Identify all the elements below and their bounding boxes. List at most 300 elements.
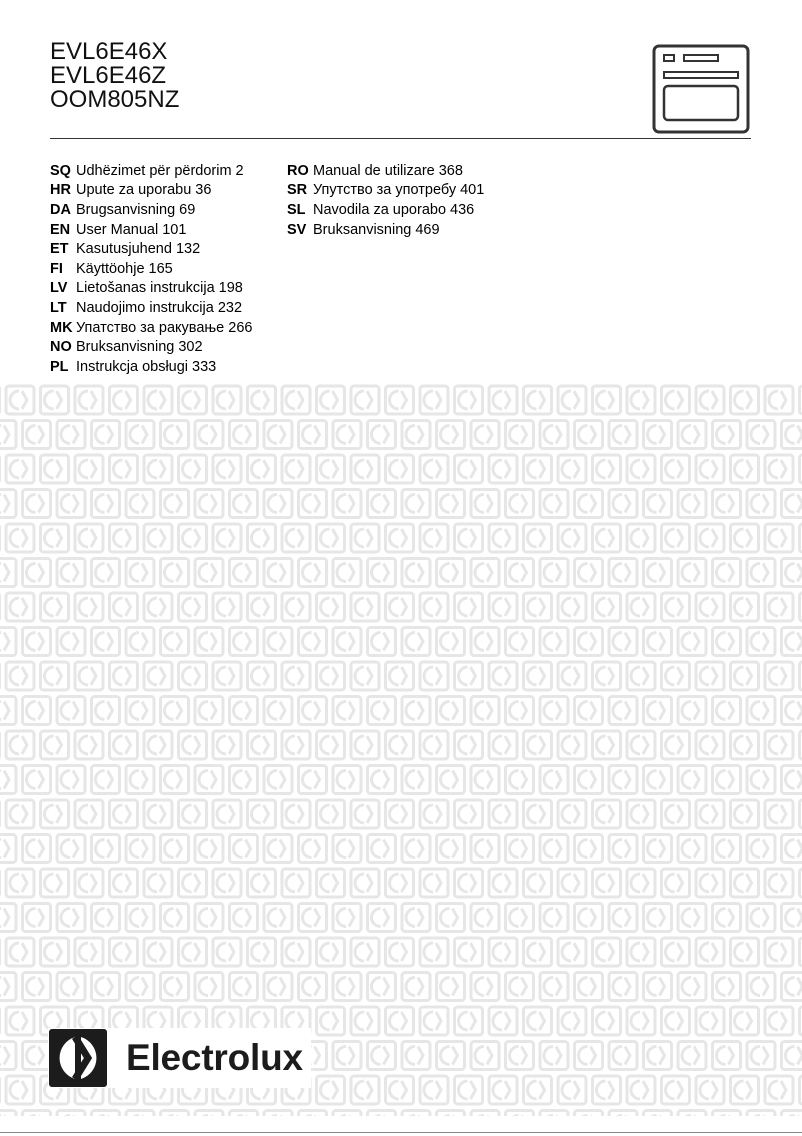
pattern-logo-tile xyxy=(558,938,586,966)
pattern-logo-tile xyxy=(57,421,85,449)
language-entry xyxy=(50,239,252,259)
pattern-logo-tile xyxy=(455,386,483,414)
pattern-logo-tile xyxy=(92,835,120,863)
pattern-logo-tile xyxy=(41,455,69,483)
pattern-logo-tile xyxy=(609,628,637,656)
pattern-logo-tile xyxy=(386,662,414,690)
pattern-logo-tile xyxy=(23,1111,51,1117)
pattern-logo-tile xyxy=(179,524,207,552)
page-number: 368 xyxy=(438,162,463,179)
pattern-logo-tile xyxy=(524,869,552,897)
pattern-logo-tile xyxy=(609,904,637,932)
pattern-logo-tile xyxy=(678,490,706,518)
pattern-logo-tile xyxy=(575,973,603,1001)
pattern-logo-tile xyxy=(644,421,672,449)
pattern-logo-tile xyxy=(455,662,483,690)
pattern-logo-tile xyxy=(678,766,706,794)
pattern-logo-tile xyxy=(23,1042,51,1070)
pattern-logo-tile xyxy=(420,386,448,414)
pattern-logo-tile xyxy=(126,490,154,518)
page-number: 401 xyxy=(460,182,485,199)
pattern-logo-tile xyxy=(57,559,85,587)
pattern-logo-tile xyxy=(75,731,103,759)
pattern-logo-tile xyxy=(593,800,621,828)
pattern-logo-tile xyxy=(248,386,276,414)
pattern-logo-tile xyxy=(0,559,16,587)
pattern-logo-tile xyxy=(299,1111,327,1117)
pattern-logo-tile xyxy=(92,490,120,518)
pattern-logo-tile xyxy=(317,524,345,552)
pattern-logo-tile xyxy=(747,1111,775,1117)
pattern-logo-tile xyxy=(144,455,172,483)
pattern-logo-tile xyxy=(765,938,793,966)
pattern-logo-tile xyxy=(644,973,672,1001)
pattern-logo-tile xyxy=(524,386,552,414)
pattern-logo-tile xyxy=(782,973,802,1001)
pattern-logo-tile xyxy=(782,490,802,518)
pattern-logo-tile xyxy=(386,938,414,966)
pattern-logo-tile xyxy=(248,593,276,621)
pattern-logo-tile xyxy=(41,731,69,759)
pattern-logo-tile xyxy=(402,559,430,587)
pattern-logo-tile xyxy=(696,1076,724,1104)
pattern-logo-tile xyxy=(299,628,327,656)
pattern-logo-tile xyxy=(696,869,724,897)
pattern-logo-tile xyxy=(299,904,327,932)
model-list xyxy=(50,40,179,112)
pattern-logo-tile xyxy=(6,386,34,414)
pattern-logo-tile xyxy=(57,766,85,794)
pattern-logo-tile xyxy=(455,593,483,621)
pattern-logo-tile xyxy=(471,1042,499,1070)
pattern-logo-tile xyxy=(782,559,802,587)
pattern-logo-tile xyxy=(593,593,621,621)
pattern-logo-tile xyxy=(524,524,552,552)
pattern-logo-tile xyxy=(333,421,361,449)
pattern-logo-tile xyxy=(420,593,448,621)
pattern-logo-tile xyxy=(662,524,690,552)
pattern-logo-tile xyxy=(437,904,465,932)
pattern-logo-tile xyxy=(75,869,103,897)
pattern-logo-tile xyxy=(195,421,223,449)
pattern-logo-tile xyxy=(282,593,310,621)
pattern-logo-tile xyxy=(126,559,154,587)
pattern-logo-tile xyxy=(386,593,414,621)
pattern-logo-tile xyxy=(713,1111,741,1117)
pattern-logo-tile xyxy=(662,593,690,621)
pattern-logo-tile xyxy=(713,421,741,449)
pattern-logo-tile xyxy=(696,524,724,552)
pattern-logo-tile xyxy=(282,524,310,552)
pattern-logo-tile xyxy=(558,386,586,414)
pattern-logo-tile xyxy=(368,490,396,518)
language-code: MK xyxy=(50,319,73,336)
pattern-logo-tile xyxy=(195,835,223,863)
pattern-logo-tile xyxy=(747,421,775,449)
pattern-logo-tile xyxy=(747,973,775,1001)
language-code: DA xyxy=(50,201,71,218)
pattern-logo-tile xyxy=(110,800,138,828)
pattern-logo-tile xyxy=(92,697,120,725)
pattern-logo-tile xyxy=(386,1007,414,1035)
pattern-logo-tile xyxy=(92,973,120,1001)
pattern-logo-tile xyxy=(179,662,207,690)
pattern-logo-tile xyxy=(368,1042,396,1070)
pattern-logo-tile xyxy=(678,421,706,449)
pattern-logo-tile xyxy=(731,938,759,966)
pattern-logo-tile xyxy=(524,938,552,966)
pattern-logo-tile xyxy=(455,938,483,966)
pattern-logo-tile xyxy=(575,421,603,449)
pattern-logo-tile xyxy=(195,697,223,725)
language-entry xyxy=(287,161,484,181)
pattern-logo-tile xyxy=(126,973,154,1001)
pattern-logo-tile xyxy=(524,455,552,483)
pattern-logo-tile xyxy=(437,1042,465,1070)
pattern-logo-tile xyxy=(540,490,568,518)
pattern-logo-tile xyxy=(662,1076,690,1104)
pattern-logo-tile xyxy=(609,766,637,794)
pattern-logo-tile xyxy=(6,524,34,552)
pattern-logo-tile xyxy=(437,1111,465,1117)
pattern-logo-tile xyxy=(299,697,327,725)
model-number: EVL6E46X xyxy=(50,38,168,65)
pattern-logo-tile xyxy=(126,835,154,863)
page-number: 165 xyxy=(148,260,173,277)
pattern-logo-tile xyxy=(593,869,621,897)
pattern-logo-tile xyxy=(57,628,85,656)
pattern-logo-tile xyxy=(593,386,621,414)
pattern-logo-tile xyxy=(333,973,361,1001)
pattern-logo-tile xyxy=(402,1042,430,1070)
manual-title: Käyttöohje xyxy=(76,260,145,277)
language-code: HR xyxy=(50,182,71,199)
pattern-logo-tile xyxy=(23,628,51,656)
pattern-logo-tile xyxy=(57,904,85,932)
pattern-logo-tile xyxy=(782,1042,802,1070)
pattern-logo-tile xyxy=(6,1076,34,1104)
pattern-logo-tile xyxy=(437,835,465,863)
pattern-logo-tile xyxy=(540,421,568,449)
pattern-logo-tile xyxy=(179,869,207,897)
language-code: RO xyxy=(287,162,309,179)
pattern-logo-tile xyxy=(161,490,189,518)
pattern-logo-tile xyxy=(92,421,120,449)
pattern-logo-tile xyxy=(575,1042,603,1070)
pattern-logo-tile xyxy=(765,869,793,897)
pattern-logo-tile xyxy=(678,628,706,656)
pattern-logo-tile xyxy=(782,697,802,725)
pattern-logo-tile xyxy=(524,593,552,621)
pattern-logo-tile xyxy=(489,662,517,690)
pattern-logo-tile xyxy=(264,628,292,656)
pattern-logo-tile xyxy=(437,559,465,587)
pattern-logo-tile xyxy=(731,1007,759,1035)
language-code: SL xyxy=(287,201,306,218)
pattern-logo-tile xyxy=(402,835,430,863)
pattern-logo-tile xyxy=(558,1007,586,1035)
pattern-logo-tile xyxy=(41,386,69,414)
page-bottom-edge xyxy=(0,1132,802,1133)
pattern-logo-tile xyxy=(455,1076,483,1104)
pattern-logo-tile xyxy=(765,455,793,483)
pattern-logo-tile xyxy=(696,731,724,759)
page-number: 232 xyxy=(217,299,243,316)
pattern-logo-tile xyxy=(126,904,154,932)
pattern-logo-tile xyxy=(299,421,327,449)
pattern-logo-tile xyxy=(713,628,741,656)
language-entry xyxy=(50,181,252,201)
pattern-logo-tile xyxy=(593,524,621,552)
pattern-logo-tile xyxy=(506,766,534,794)
pattern-logo-tile xyxy=(126,421,154,449)
pattern-logo-tile xyxy=(230,835,258,863)
pattern-logo-tile xyxy=(696,1007,724,1035)
pattern-logo-tile xyxy=(471,904,499,932)
pattern-logo-tile xyxy=(213,455,241,483)
pattern-logo-tile xyxy=(747,835,775,863)
pattern-logo-tile xyxy=(627,593,655,621)
language-code: SQ xyxy=(50,162,71,179)
pattern-logo-tile xyxy=(747,490,775,518)
pattern-logo-tile xyxy=(471,973,499,1001)
pattern-logo-tile xyxy=(161,628,189,656)
electrolux-logo-icon xyxy=(48,1028,108,1088)
pattern-logo-tile xyxy=(92,628,120,656)
pattern-logo-tile xyxy=(144,524,172,552)
pattern-logo-tile xyxy=(144,869,172,897)
pattern-logo-tile xyxy=(368,766,396,794)
pattern-logo-tile xyxy=(110,662,138,690)
pattern-logo-tile xyxy=(230,973,258,1001)
language-entry xyxy=(50,259,252,279)
language-code: ET xyxy=(50,241,69,258)
pattern-logo-tile xyxy=(230,490,258,518)
pattern-logo-tile xyxy=(437,490,465,518)
brand-pattern-background xyxy=(0,382,802,1116)
language-entry xyxy=(50,298,252,318)
pattern-logo-tile xyxy=(731,593,759,621)
pattern-logo-tile xyxy=(299,973,327,1001)
language-entry xyxy=(287,181,484,201)
pattern-logo-tile xyxy=(644,1111,672,1117)
pattern-logo-tile xyxy=(627,455,655,483)
pattern-logo-tile xyxy=(765,731,793,759)
pattern-logo-tile xyxy=(644,559,672,587)
pattern-logo-tile xyxy=(161,559,189,587)
pattern-logo-tile xyxy=(299,766,327,794)
pattern-logo-tile xyxy=(161,904,189,932)
pattern-logo-tile xyxy=(6,1007,34,1035)
pattern-logo-tile xyxy=(144,800,172,828)
pattern-logo-tile xyxy=(678,973,706,1001)
pattern-logo-tile xyxy=(92,766,120,794)
pattern-logo-tile xyxy=(524,731,552,759)
pattern-logo-tile xyxy=(41,869,69,897)
pattern-logo-tile xyxy=(627,386,655,414)
language-code: SR xyxy=(287,182,308,199)
pattern-logo-tile xyxy=(455,1007,483,1035)
pattern-logo-tile xyxy=(161,1111,189,1117)
language-code: EN xyxy=(50,221,71,238)
pattern-logo-tile xyxy=(75,593,103,621)
pattern-logo-tile xyxy=(351,593,379,621)
pattern-logo-tile xyxy=(23,421,51,449)
pattern-logo-tile xyxy=(609,559,637,587)
pattern-logo-tile xyxy=(713,766,741,794)
header-divider xyxy=(50,138,751,139)
pattern-logo-tile xyxy=(264,835,292,863)
pattern-logo-tile xyxy=(92,1111,120,1117)
pattern-logo-tile xyxy=(75,455,103,483)
pattern-logo-tile xyxy=(713,697,741,725)
language-entry xyxy=(50,200,252,220)
manual-title: Instrukcja obsługi xyxy=(76,358,189,375)
pattern-logo-tile xyxy=(437,628,465,656)
pattern-logo-tile xyxy=(627,662,655,690)
pattern-logo-tile xyxy=(489,800,517,828)
pattern-logo-tile xyxy=(6,938,34,966)
pattern-logo-tile xyxy=(455,455,483,483)
pattern-logo-tile xyxy=(575,904,603,932)
pattern-logo-tile xyxy=(6,800,34,828)
pattern-logo-tile xyxy=(264,697,292,725)
pattern-logo-tile xyxy=(75,524,103,552)
electrolux-logo xyxy=(48,1028,311,1088)
pattern-logo-tile xyxy=(731,455,759,483)
pattern-logo-tile xyxy=(195,766,223,794)
pattern-logo-tile xyxy=(731,386,759,414)
pattern-logo-tile xyxy=(368,904,396,932)
pattern-logo-tile xyxy=(282,386,310,414)
pattern-logo-tile xyxy=(713,490,741,518)
pattern-logo-tile xyxy=(0,421,16,449)
pattern-logo-tile xyxy=(713,835,741,863)
pattern-logo-tile xyxy=(179,593,207,621)
pattern-logo-tile xyxy=(386,800,414,828)
pattern-logo-tile xyxy=(317,938,345,966)
pattern-logo-tile xyxy=(402,490,430,518)
pattern-logo-tile xyxy=(609,1111,637,1117)
pattern-logo-tile xyxy=(593,731,621,759)
pattern-logo-tile xyxy=(213,386,241,414)
pattern-logo-tile xyxy=(524,1007,552,1035)
pattern-logo-tile xyxy=(609,973,637,1001)
pattern-logo-tile xyxy=(489,938,517,966)
pattern-logo-tile xyxy=(351,1007,379,1035)
pattern-logo-tile xyxy=(317,1007,345,1035)
pattern-logo-tile xyxy=(351,524,379,552)
pattern-logo-tile xyxy=(264,421,292,449)
page-number: 198 xyxy=(218,280,243,297)
pattern-logo-tile xyxy=(333,628,361,656)
page-number: 266 xyxy=(228,319,253,336)
pattern-logo-tile xyxy=(6,662,34,690)
pattern-logo-tile xyxy=(747,904,775,932)
pattern-logo-tile xyxy=(765,1007,793,1035)
pattern-logo-tile xyxy=(317,593,345,621)
pattern-logo-tile xyxy=(662,662,690,690)
pattern-logo-tile xyxy=(782,421,802,449)
pattern-logo-tile xyxy=(195,904,223,932)
pattern-logo-tile xyxy=(782,904,802,932)
pattern-logo-tile xyxy=(662,938,690,966)
pattern-logo-tile xyxy=(213,662,241,690)
pattern-logo-tile xyxy=(126,1111,154,1117)
page-number: 2 xyxy=(235,162,244,179)
brand-name: Electrolux xyxy=(126,1037,303,1078)
manual-title: Upute za uporabu xyxy=(76,182,192,199)
pattern-logo-tile xyxy=(230,1111,258,1117)
pattern-logo-tile xyxy=(6,593,34,621)
pattern-logo-tile xyxy=(386,455,414,483)
pattern-logo-tile xyxy=(0,835,16,863)
pattern-logo-tile xyxy=(179,386,207,414)
pattern-logo-tile xyxy=(627,1007,655,1035)
pattern-logo-tile xyxy=(23,835,51,863)
pattern-logo-tile xyxy=(351,1076,379,1104)
pattern-logo-tile xyxy=(627,800,655,828)
pattern-logo-tile xyxy=(264,1111,292,1117)
page-number: 101 xyxy=(162,221,187,238)
pattern-logo-tile xyxy=(0,973,16,1001)
pattern-logo-tile xyxy=(110,455,138,483)
pattern-logo-tile xyxy=(41,524,69,552)
pattern-logo-tile xyxy=(0,766,16,794)
language-entry xyxy=(50,220,252,240)
pattern-logo-tile xyxy=(609,835,637,863)
pattern-logo-tile xyxy=(351,386,379,414)
pattern-logo-tile xyxy=(558,869,586,897)
pattern-logo-tile xyxy=(75,386,103,414)
pattern-logo-tile xyxy=(731,524,759,552)
pattern-logo-tile xyxy=(402,973,430,1001)
pattern-logo-tile xyxy=(368,1111,396,1117)
language-code: SV xyxy=(287,221,307,238)
pattern-logo-tile xyxy=(213,731,241,759)
page-number: 469 xyxy=(415,221,440,238)
pattern-logo-tile xyxy=(540,904,568,932)
manual-title: Bruksanvisning xyxy=(76,339,175,356)
pattern-logo-tile xyxy=(696,593,724,621)
pattern-logo-tile xyxy=(696,386,724,414)
pattern-logo-tile xyxy=(437,697,465,725)
pattern-logo-tile xyxy=(471,835,499,863)
pattern-logo-tile xyxy=(524,800,552,828)
manual-title: Manual de utilizare xyxy=(313,162,435,179)
pattern-logo-tile xyxy=(126,628,154,656)
pattern-logo-tile xyxy=(696,662,724,690)
pattern-logo-tile xyxy=(506,1042,534,1070)
page-number: 333 xyxy=(192,358,217,375)
pattern-logo-tile xyxy=(41,938,69,966)
pattern-logo-tile xyxy=(351,731,379,759)
pattern-logo-tile xyxy=(782,835,802,863)
pattern-logo-tile xyxy=(420,731,448,759)
pattern-logo-tile xyxy=(264,766,292,794)
pattern-logo-tile xyxy=(195,559,223,587)
pattern-logo-tile xyxy=(75,938,103,966)
language-code: FI xyxy=(50,260,63,277)
pattern-logo-tile xyxy=(299,559,327,587)
pattern-logo-tile xyxy=(213,800,241,828)
pattern-logo-tile xyxy=(662,455,690,483)
pattern-logo-tile xyxy=(455,800,483,828)
pattern-logo-tile xyxy=(248,869,276,897)
oven-icon xyxy=(652,44,750,134)
pattern-logo-tile xyxy=(575,559,603,587)
pattern-logo-tile xyxy=(765,800,793,828)
